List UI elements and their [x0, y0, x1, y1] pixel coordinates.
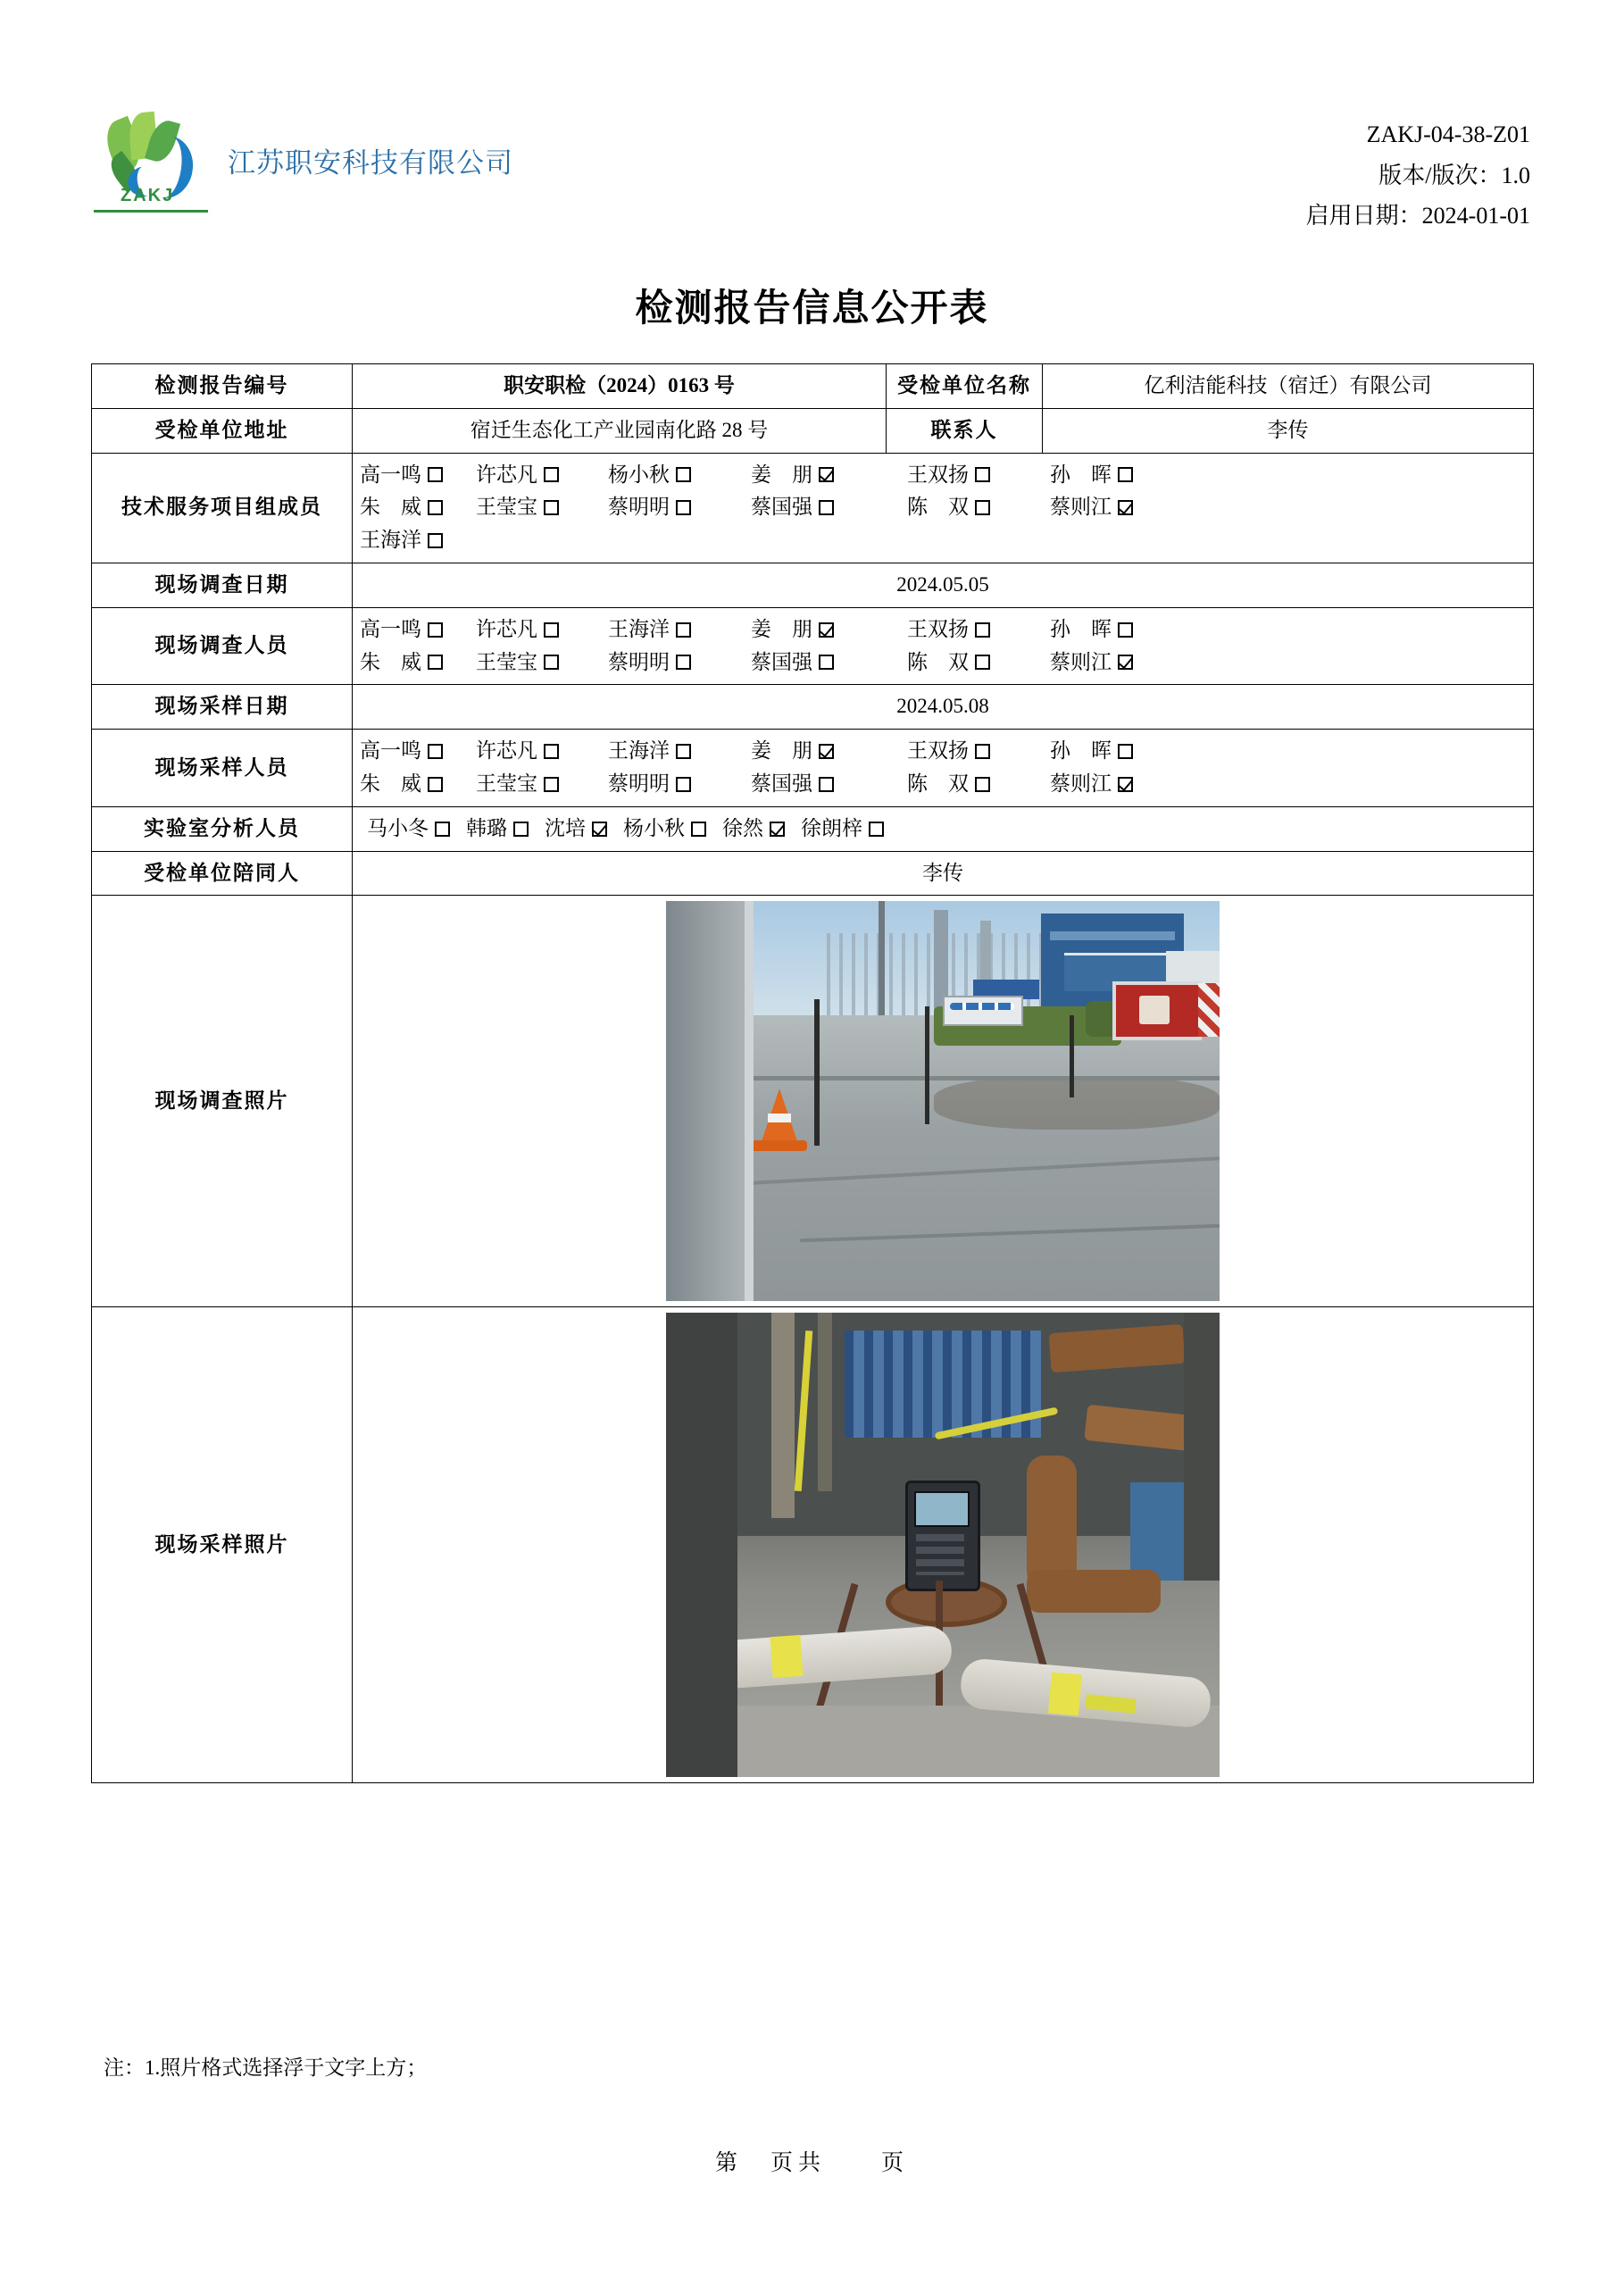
client-label: 受检单位名称 — [887, 364, 1043, 409]
company-name: 江苏职安科技有限公司 — [228, 146, 513, 179]
person-checkbox-蔡明明[interactable] — [608, 647, 751, 680]
address-label: 受检单位地址 — [92, 408, 353, 453]
person-name: 陈 双 — [907, 496, 969, 519]
sampling-site-photo — [666, 1313, 1220, 1777]
checkbox-checked-icon[interactable] — [819, 744, 834, 759]
lab-person-checkbox-徐然[interactable] — [722, 813, 785, 846]
checkbox-checked-icon[interactable] — [770, 822, 785, 837]
checkbox-icon[interactable] — [676, 500, 691, 515]
person-name: 蔡明明 — [608, 650, 670, 673]
person-name: 蔡国强 — [751, 772, 812, 795]
person-name: 王莹宝 — [476, 496, 537, 519]
person-checkbox-姜朋[interactable] — [751, 459, 907, 492]
checkbox-row — [360, 647, 1526, 680]
checkbox-icon[interactable] — [428, 467, 443, 482]
table-row-address — [92, 408, 1534, 453]
person-checkbox-许芯凡[interactable] — [476, 459, 608, 492]
person-checkbox-王海洋[interactable] — [608, 613, 751, 647]
person-name: 朱 威 — [360, 772, 421, 795]
logo-text: ZAKJ — [121, 186, 175, 205]
lab-person-checkbox-韩璐[interactable] — [466, 813, 529, 846]
person-name: 蔡国强 — [751, 650, 812, 673]
checkbox-checked-icon[interactable] — [819, 467, 834, 482]
checkbox-checked-icon[interactable] — [819, 622, 834, 638]
person-checkbox-陈双[interactable] — [907, 768, 1050, 801]
person-name: 徐朗梓 — [801, 816, 862, 839]
person-checkbox-蔡则江[interactable] — [1050, 647, 1193, 680]
person-checkbox-姜朋[interactable] — [751, 613, 907, 647]
doc-version: 版本/版次：1.0 — [1378, 162, 1530, 188]
person-name: 王莹宝 — [476, 772, 537, 795]
person-name: 高一鸣 — [360, 463, 421, 486]
checkbox-icon[interactable] — [544, 500, 559, 515]
person-checkbox-朱威[interactable] — [360, 768, 476, 801]
company-logo-block — [94, 107, 513, 213]
checkbox-icon[interactable] — [1118, 622, 1133, 638]
table-row-lab-staff — [92, 806, 1534, 851]
checkbox-icon[interactable] — [513, 822, 529, 837]
checkbox-icon[interactable] — [544, 467, 559, 482]
person-checkbox-王莹宝[interactable] — [476, 768, 608, 801]
person-name: 许芯凡 — [476, 617, 537, 640]
survey-date-label: 现场调查日期 — [92, 563, 353, 607]
person-name: 杨小秋 — [608, 463, 670, 486]
table-row-survey-photo — [92, 896, 1534, 1307]
checkbox-icon[interactable] — [975, 500, 990, 515]
checkbox-icon[interactable] — [819, 655, 834, 670]
sampling-photo-label: 现场采样照片 — [92, 1307, 353, 1783]
person-name: 王海洋 — [360, 529, 421, 552]
checkbox-icon[interactable] — [544, 655, 559, 670]
person-name: 徐然 — [722, 816, 763, 839]
person-checkbox-蔡明明[interactable] — [608, 768, 751, 801]
person-checkbox-高一鸣[interactable] — [360, 459, 476, 492]
checkbox-icon[interactable] — [676, 777, 691, 792]
person-checkbox-王双扬[interactable] — [907, 459, 1050, 492]
person-checkbox-孙晖[interactable] — [1050, 613, 1193, 647]
survey-staff-cell[interactable] — [353, 607, 1534, 685]
person-name: 孙 晖 — [1050, 617, 1112, 640]
person-name: 王双扬 — [907, 463, 969, 486]
table-row-survey-staff — [92, 607, 1534, 685]
person-name: 高一鸣 — [360, 739, 421, 763]
person-checkbox-朱威[interactable] — [360, 647, 476, 680]
checkbox-icon[interactable] — [544, 777, 559, 792]
checkbox-icon[interactable] — [428, 655, 443, 670]
checkbox-icon[interactable] — [691, 822, 706, 837]
person-checkbox-王双扬[interactable] — [907, 735, 1050, 768]
checkbox-icon[interactable] — [428, 744, 443, 759]
person-name: 蔡则江 — [1050, 772, 1112, 795]
checkbox-icon[interactable] — [975, 467, 990, 482]
checkbox-icon[interactable] — [819, 777, 834, 792]
table-row-survey-date — [92, 563, 1534, 607]
checkbox-checked-icon[interactable] — [592, 822, 607, 837]
sampling-date-value: 2024.05.08 — [353, 685, 1534, 730]
table-row-report-no — [92, 364, 1534, 409]
person-checkbox-蔡国强[interactable] — [751, 491, 907, 524]
person-checkbox-陈双[interactable] — [907, 491, 1050, 524]
person-name: 马小冬 — [367, 816, 429, 839]
person-name: 杨小秋 — [623, 816, 685, 839]
table-row-sampling-date — [92, 685, 1534, 730]
table-row-sampling-photo — [92, 1307, 1534, 1783]
person-name: 朱 威 — [360, 496, 421, 519]
table-row-escort — [92, 851, 1534, 896]
checkbox-row — [360, 459, 1526, 492]
document-header — [94, 107, 1530, 232]
page-number: 第 页共 页 — [714, 2151, 909, 2175]
checkbox-icon[interactable] — [676, 744, 691, 759]
person-checkbox-孙晖[interactable] — [1050, 459, 1193, 492]
zakj-logo-icon — [94, 107, 208, 213]
person-name: 王海洋 — [608, 617, 670, 640]
person-checkbox-姜朋[interactable] — [751, 735, 907, 768]
person-name: 姜 朋 — [751, 739, 812, 763]
person-checkbox-王海洋[interactable] — [360, 524, 476, 557]
checkbox-icon[interactable] — [1118, 467, 1133, 482]
person-name: 高一鸣 — [360, 617, 421, 640]
lab-person-checkbox-徐朗梓[interactable] — [801, 813, 884, 846]
team-label: 技术服务项目组成员 — [92, 453, 353, 563]
escort-label: 受检单位陪同人 — [92, 851, 353, 896]
report-info-table — [91, 363, 1534, 1783]
page-title: 检测报告信息公开表 — [635, 288, 989, 330]
lab-staff-cell[interactable] — [353, 806, 1534, 851]
lab-staff-label: 实验室分析人员 — [92, 806, 353, 851]
checkbox-icon[interactable] — [869, 822, 884, 837]
person-name: 王双扬 — [907, 739, 969, 763]
survey-staff-label: 现场调查人员 — [92, 607, 353, 685]
survey-photo-cell — [353, 896, 1534, 1307]
checkbox-row — [360, 491, 1526, 524]
person-checkbox-王莹宝[interactable] — [476, 491, 608, 524]
checkbox-icon[interactable] — [435, 822, 450, 837]
table-row-team — [92, 453, 1534, 563]
checkbox-icon[interactable] — [676, 622, 691, 638]
person-name: 姜 朋 — [751, 463, 812, 486]
lab-person-checkbox-沈培[interactable] — [545, 813, 607, 846]
checkbox-icon[interactable] — [428, 533, 443, 548]
person-checkbox-王海洋[interactable] — [608, 735, 751, 768]
doc-effective-date: 启用日期：2024-01-01 — [1305, 203, 1530, 229]
header-meta — [1306, 114, 1530, 237]
sampling-photo-cell — [353, 1307, 1534, 1783]
client-value: 亿利洁能科技（宿迁）有限公司 — [1043, 364, 1534, 409]
checkbox-row — [360, 524, 1526, 557]
person-name: 许芯凡 — [476, 463, 537, 486]
person-name: 姜 朋 — [751, 617, 812, 640]
checkbox-icon[interactable] — [819, 500, 834, 515]
person-name: 陈 双 — [907, 650, 969, 673]
person-checkbox-高一鸣[interactable] — [360, 735, 476, 768]
checkbox-icon[interactable] — [975, 622, 990, 638]
person-checkbox-蔡国强[interactable] — [751, 647, 907, 680]
person-name: 王双扬 — [907, 617, 969, 640]
person-name: 蔡国强 — [751, 496, 812, 519]
report-no-value: 职安职检（2024）0163 号 — [353, 364, 887, 409]
survey-date-value: 2024.05.05 — [353, 563, 1534, 607]
checkbox-icon[interactable] — [975, 655, 990, 670]
person-checkbox-许芯凡[interactable] — [476, 613, 608, 647]
person-name: 蔡明明 — [608, 496, 670, 519]
address-value: 宿迁生态化工产业园南化路 28 号 — [353, 408, 887, 453]
checkbox-checked-icon[interactable] — [1118, 500, 1133, 515]
person-name: 陈 双 — [907, 772, 969, 795]
person-checkbox-孙晖[interactable] — [1050, 735, 1193, 768]
person-name: 孙 晖 — [1050, 463, 1112, 486]
person-checkbox-陈双[interactable] — [907, 647, 1050, 680]
person-checkbox-高一鸣[interactable] — [360, 613, 476, 647]
team-members-cell[interactable] — [353, 453, 1534, 563]
checkbox-icon[interactable] — [428, 777, 443, 792]
person-name: 王海洋 — [608, 739, 670, 763]
lab-person-checkbox-马小冬[interactable] — [367, 813, 450, 846]
survey-site-photo — [666, 901, 1220, 1301]
person-name: 沈培 — [545, 816, 586, 839]
person-name: 韩璐 — [466, 816, 507, 839]
checkbox-row — [360, 735, 1526, 768]
person-name: 蔡明明 — [608, 772, 670, 795]
contact-label: 联系人 — [887, 408, 1043, 453]
person-checkbox-王莹宝[interactable] — [476, 647, 608, 680]
checkbox-checked-icon[interactable] — [1118, 777, 1133, 792]
person-checkbox-朱威[interactable] — [360, 491, 476, 524]
person-checkbox-蔡国强[interactable] — [751, 768, 907, 801]
person-checkbox-蔡则江[interactable] — [1050, 768, 1193, 801]
person-name: 王莹宝 — [476, 650, 537, 673]
checkbox-icon[interactable] — [975, 777, 990, 792]
checkbox-icon[interactable] — [544, 622, 559, 638]
checkbox-icon[interactable] — [544, 744, 559, 759]
checkbox-icon[interactable] — [676, 655, 691, 670]
person-name: 朱 威 — [360, 650, 421, 673]
checkbox-row — [360, 613, 1526, 647]
person-name: 蔡则江 — [1050, 650, 1112, 673]
survey-photo-label: 现场调查照片 — [92, 896, 353, 1307]
checkbox-icon[interactable] — [975, 744, 990, 759]
lab-person-checkbox-杨小秋[interactable] — [623, 813, 706, 846]
checkbox-icon[interactable] — [1118, 744, 1133, 759]
sampling-staff-cell[interactable] — [353, 730, 1534, 807]
table-row-sampling-staff — [92, 730, 1534, 807]
doc-code: ZAKJ-04-38-Z01 — [1366, 121, 1530, 147]
checkbox-row — [360, 768, 1526, 801]
escort-value: 李传 — [353, 851, 1534, 896]
person-checkbox-杨小秋[interactable] — [608, 459, 751, 492]
person-checkbox-蔡明明[interactable] — [608, 491, 751, 524]
checkbox-icon[interactable] — [428, 500, 443, 515]
person-checkbox-王双扬[interactable] — [907, 613, 1050, 647]
report-no-label: 检测报告编号 — [92, 364, 353, 409]
sampling-date-label: 现场采样日期 — [92, 685, 353, 730]
checkbox-icon[interactable] — [676, 467, 691, 482]
person-name: 许芯凡 — [476, 739, 537, 763]
person-name: 蔡则江 — [1050, 496, 1112, 519]
checkbox-checked-icon[interactable] — [1118, 655, 1133, 670]
sampling-staff-label: 现场采样人员 — [92, 730, 353, 807]
person-checkbox-许芯凡[interactable] — [476, 735, 608, 768]
contact-value: 李传 — [1043, 408, 1534, 453]
footer-note: 注：1.照片格式选择浮于文字上方； — [104, 2057, 428, 2079]
person-checkbox-蔡则江[interactable] — [1050, 491, 1193, 524]
person-name: 孙 晖 — [1050, 739, 1112, 763]
checkbox-icon[interactable] — [428, 622, 443, 638]
